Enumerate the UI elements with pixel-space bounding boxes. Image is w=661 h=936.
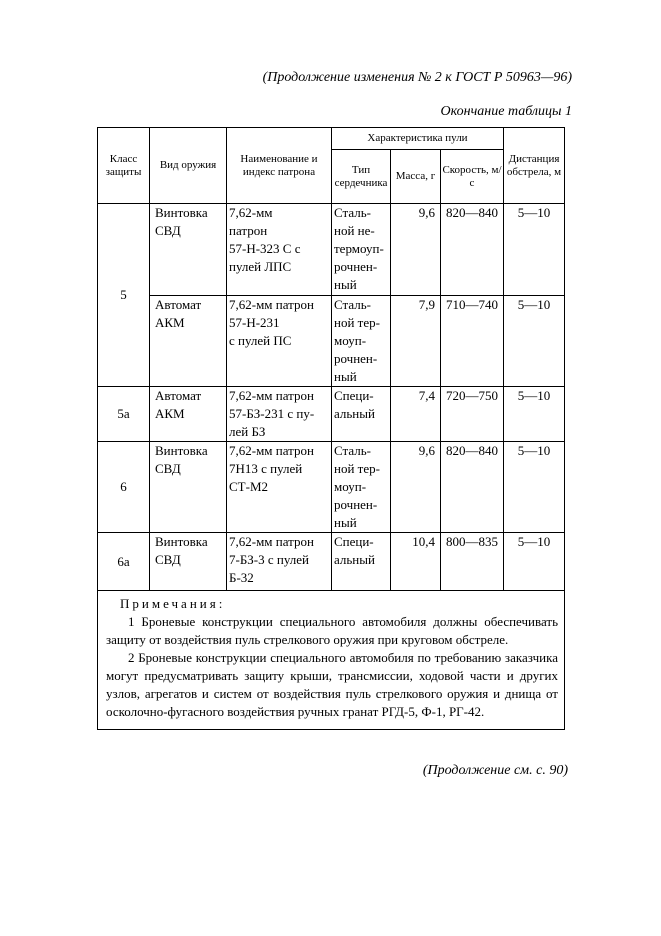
table-end-caption: Окончание таблицы 1 <box>440 104 572 119</box>
continuation-footer: (Продолжение см. с. 90) <box>422 763 568 778</box>
mass-cell: 7,9 <box>391 296 441 387</box>
distance-cell: 5—10 <box>504 442 565 533</box>
notes-title: Примечания: <box>120 596 226 611</box>
table-row <box>98 204 565 296</box>
speed-cell: 720—750 <box>441 387 504 442</box>
col-header-class: Класс защиты <box>98 128 150 204</box>
mass-cell: 7,4 <box>391 387 441 442</box>
bullet-resistance-table <box>97 127 565 730</box>
speed-cell: 800—835 <box>441 533 504 591</box>
weapon-cell: Винтовка СВД <box>150 533 227 591</box>
table-row <box>98 387 565 442</box>
speed-cell: 820—840 <box>441 204 504 296</box>
cartridge-cell: 7,62-мм патрон 7-БЗ-3 с пулей Б-32 <box>227 533 332 591</box>
weapon-cell: Винтовка СВД <box>150 442 227 533</box>
distance-cell: 5—10 <box>504 533 565 591</box>
core-type-cell: Сталь- ной не- термоуп- рочнен- ный <box>332 204 391 296</box>
core-type-cell: Специ- альный <box>332 387 391 442</box>
table-row <box>98 533 565 591</box>
note-item: 1 Броневые конструкции специального автомобиля должны обеспечивать защиту от воздействия пуль стрелкового оружия при круговом обстреле. <box>106 614 558 647</box>
weapon-cell: Автомат АКМ <box>150 387 227 442</box>
speed-cell: 710—740 <box>441 296 504 387</box>
mass-cell: 9,6 <box>391 204 441 296</box>
speed-cell: 820—840 <box>441 442 504 533</box>
weapon-cell: Автомат АКМ <box>150 296 227 387</box>
col-header-distance: Дистанция обстрела, м <box>504 128 565 204</box>
distance-cell: 5—10 <box>504 204 565 296</box>
col-header-speed: Скорость, м/с <box>441 150 504 204</box>
mass-cell: 9,6 <box>391 442 441 533</box>
weapon-cell: Винтовка СВД <box>150 204 227 296</box>
table-row <box>98 442 565 533</box>
cartridge-cell: 7,62-мм патрон 57-Н-231 с пулей ПС <box>227 296 332 387</box>
cartridge-cell: 7,62-мм патрон 7Н13 с пулей СТ-М2 <box>227 442 332 533</box>
notes-cell <box>98 591 565 730</box>
class-cell: 5а <box>98 387 150 442</box>
cartridge-cell: 7,62-мм патрон 57-Н-323 С с пулей ЛПС <box>227 204 332 296</box>
core-type-cell: Сталь- ной тер- моуп- рочнен- ный <box>332 442 391 533</box>
col-header-mass: Масса, г <box>391 150 441 204</box>
class-cell: 6 <box>98 442 150 533</box>
distance-cell: 5—10 <box>504 387 565 442</box>
table-row <box>98 296 565 387</box>
cartridge-cell: 7,62-мм патрон 57-БЗ-231 с пу- лей БЗ <box>227 387 332 442</box>
core-type-cell: Специ- альный <box>332 533 391 591</box>
class-cell: 5 <box>98 204 150 387</box>
core-type-cell: Сталь- ной тер- моуп- рочнен- ный <box>332 296 391 387</box>
col-header-weapon: Вид оружия <box>150 128 227 204</box>
col-header-cartridge: Наименование и индекс патрона <box>227 128 332 204</box>
note-item: 2 Броневые конструкции специального автомобиля по требованию заказчика могут предусматривать защиту крыши, трансмиссии, ходовой части и других узлов, агрегатов и систем от воздействия пуль стрелкового оружия и днища от осколочно-фугасного воздействия ручных гранат РГД-5, Ф-1, РГ-42. <box>106 650 558 719</box>
col-header-core: Тип сердечника <box>332 150 391 204</box>
mass-cell: 10,4 <box>391 533 441 591</box>
document-continuation-header: (Продолжение изменения № 2 к ГОСТ Р 50963—96) <box>262 70 572 85</box>
col-header-bullet-group: Характеристика пули <box>332 128 504 150</box>
distance-cell: 5—10 <box>504 296 565 387</box>
class-cell: 6а <box>98 533 150 591</box>
notes-row <box>98 591 565 730</box>
